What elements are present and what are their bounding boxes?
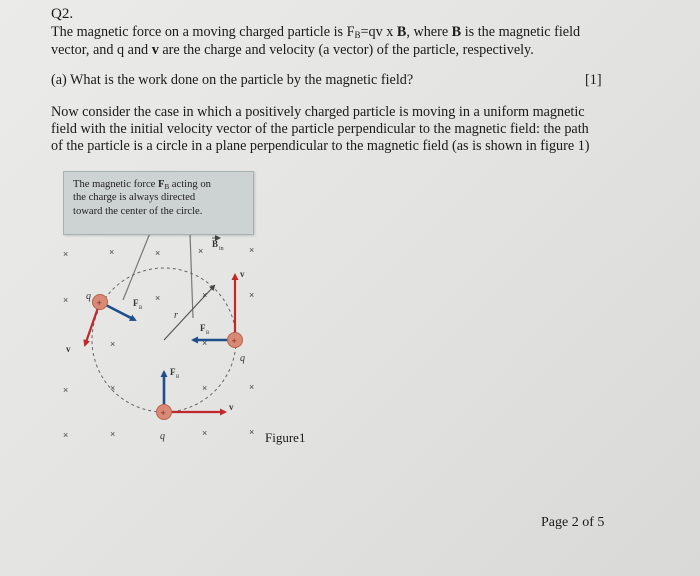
callout-pointer-line [123,233,150,300]
velocity-label-right: v [240,269,245,279]
question-text-line-1: The magnetic force on a moving charged particle is FB=qv x B, where B is the magnetic field [51,24,581,40]
field-cross: × [109,247,115,257]
field-cross: × [155,248,161,258]
force-label-bottom-subscript: B [176,375,180,380]
particle-plus-sign: + [160,408,166,418]
force-label-left: F [133,298,139,308]
field-cross: × [202,290,208,300]
field-cross: × [110,339,116,349]
particle-plus-sign: + [96,298,102,308]
question-number: Q2. [51,6,74,22]
force-label-right-subscript: B [206,331,210,336]
charge-label-bottom: q [160,431,165,442]
field-cross: × [63,249,69,259]
field-cross: × [202,383,208,393]
callout-line-3: toward the center of the circle. [73,206,203,217]
force-label-left-subscript: B [139,306,143,311]
callout-pointer-line [190,233,193,318]
field-cross: × [155,293,161,303]
field-cross: × [249,427,255,437]
charge-label-right: q [240,353,245,364]
paragraph-line-3: of the particle is a circle in a plane perpendicular to the magnetic field (as is shown in figure 1) [51,138,590,154]
force-label-bottom: F [170,367,176,377]
field-cross: × [249,382,255,392]
field-cross: × [63,295,69,305]
radius-label: r [174,310,178,321]
paragraph-line-1: Now consider the case in which a positively charged particle is moving in a uniform magnetic [51,104,585,120]
velocity-label-bottom: v [229,402,234,412]
field-cross: × [249,245,255,255]
field-cross: × [110,429,116,439]
callout-line-2: the charge is always directed [73,192,196,203]
field-cross: × [198,246,204,256]
part-a-question: (a) What is the work done on the particle by the magnetic field? [51,72,414,88]
callout-line-1: The magnetic force FB acting on [73,179,211,191]
field-label: B [212,239,219,249]
field-cross: × [202,338,208,348]
figure-caption: Figure1 [265,430,306,445]
particle-plus-sign: + [231,336,237,346]
field-cross: × [249,290,255,300]
question-text-line-2: vector, and q and v are the charge and velocity (a vector) of the particle, respectively. [51,42,534,58]
field-cross: × [202,428,208,438]
velocity-label-left: v [66,344,71,354]
figure-callout-box [63,171,254,235]
field-cross: × [63,430,69,440]
field-label-subscript: in [219,246,224,252]
force-label-right: F [200,323,206,333]
field-cross: × [110,383,116,393]
charge-label-left: q [86,291,91,302]
paragraph-line-2: field with the initial velocity vector of the particle perpendicular to the magnetic field: the path [51,121,589,137]
part-a-marks: [1] [585,72,602,88]
page-number: Page 2 of 5 [541,515,605,530]
field-cross: × [63,385,69,395]
